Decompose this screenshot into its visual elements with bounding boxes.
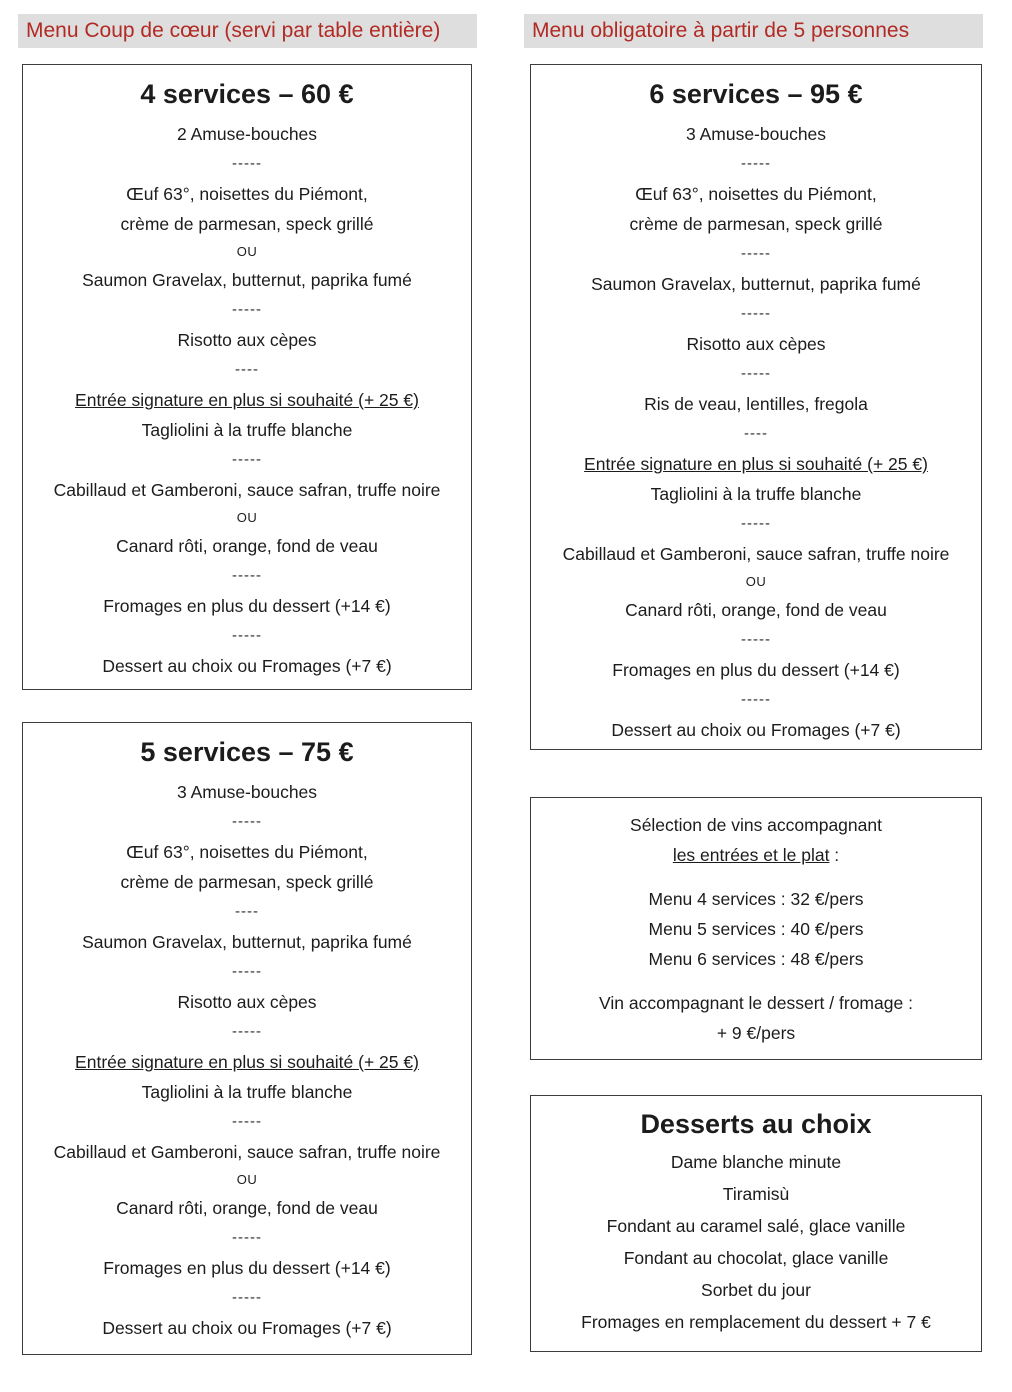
menu-line-item: Cabillaud et Gamberoni, sauce safran, truffe noire [562,544,950,564]
menu-line-dash: ----- [741,631,771,648]
menu-line-item: Fromages en remplacement du dessert + 7 € [581,1312,931,1332]
menu-line-item: Fondant au chocolat, glace vanille [623,1248,889,1268]
menu-line-dash: ----- [232,1229,262,1246]
menu-line-title: 5 services – 75 € [140,737,354,767]
desserts-card [530,1095,982,1352]
menu-line-item: Tagliolini à la truffe blanche [141,1082,353,1102]
menu-line-u: Entrée signature en plus si souhaité (+ 25 €) [75,390,419,410]
menu-line-dash: ---- [744,425,768,442]
menu-line-dash: ---- [235,903,259,920]
menu-line-item: Saumon Gravelax, butternut, paprika fumé [82,932,412,952]
section-header-menu-obligatoire: Menu obligatoire à partir de 5 personnes [524,14,983,48]
menu-line-item: Canard rôti, orange, fond de veau [625,600,887,620]
menu-line-ou: OU [236,244,258,259]
menu-line-u: Entrée signature en plus si souhaité (+ 25 €) [584,454,928,474]
menu-line-title: Desserts au choix [640,1109,872,1139]
menu-line-dash: ----- [741,245,771,262]
menu-line-dash: ----- [232,813,262,830]
menu-line-title: 4 services – 60 € [140,79,354,109]
menu-line-dash: ----- [232,155,262,172]
menu-line-gap [531,870,981,884]
menu-line-dash: ---- [235,361,259,378]
menu-line-dash: ----- [741,515,771,532]
menu-line-item: Dessert au choix ou Fromages (+7 €) [611,720,901,740]
menu-line-item: Tagliolini à la truffe blanche [650,484,862,504]
menu-line-item: crème de parmesan, speck grillé [629,214,883,234]
menu-line-gap [531,974,981,988]
menu-line-item: Menu 6 services : 48 €/pers [648,949,864,969]
menu-line-item: Ris de veau, lentilles, fregola [644,394,868,414]
menu-line-dash: ----- [232,1289,262,1306]
menu-line-item: Œuf 63°, noisettes du Piémont, [635,184,877,204]
menu-line-item: Menu 5 services : 40 €/pers [648,919,864,939]
menu-line-item: 3 Amuse-bouches [176,782,318,802]
menu-line-item: Œuf 63°, noisettes du Piémont, [126,842,368,862]
menu-line-item: Menu 4 services : 32 €/pers [648,889,864,909]
menu-line-item: Fondant au caramel salé, glace vanille [606,1216,906,1236]
menu-line-item: Dessert au choix ou Fromages (+7 €) [102,1318,392,1338]
menu-line-item: Sorbet du jour [701,1280,811,1300]
menu-line-item: Risotto aux cèpes [177,992,317,1012]
menu-line-item: Cabillaud et Gamberoni, sauce safran, truffe noire [53,1142,441,1162]
menu-line-item: Dame blanche minute [670,1152,842,1172]
menu-line-item: Canard rôti, orange, fond de veau [116,1198,378,1218]
menu-line-dash: ----- [232,1113,262,1130]
menu-line-ou: OU [745,574,767,589]
underlined-text: les entrées et le plat [672,845,830,865]
menu-line-item: Dessert au choix ou Fromages (+7 €) [102,656,392,676]
menu-line-item: Vin accompagnant le dessert / fromage : [599,993,913,1013]
menu-line-dash: ----- [232,963,262,980]
section-header-coup-de-coeur: Menu Coup de cœur (servi par table entière) [18,14,477,48]
menu-line-dash: ----- [741,691,771,708]
menu-line-item: crème de parmesan, speck grillé [120,872,374,892]
menu-line-item: + 9 €/pers [716,1023,796,1043]
menu-card-6-services [530,64,982,750]
menu-line-ou: OU [236,1172,258,1187]
menu-line-item: 3 Amuse-bouches [685,124,827,144]
menu-line-item: Risotto aux cèpes [686,334,826,354]
menu-line-item: 2 Amuse-bouches [176,124,318,144]
menu-line-umix: les entrées et le plat : [672,845,840,865]
menu-line-item: Cabillaud et Gamberoni, sauce safran, truffe noire [53,480,441,500]
menu-line-item: Fromages en plus du dessert (+14 €) [612,660,900,680]
menu-line-item: Tiramisù [722,1184,790,1204]
menu-line-item: Saumon Gravelax, butternut, paprika fumé [591,274,921,294]
menu-line-item: Canard rôti, orange, fond de veau [116,536,378,556]
menu-card-4-services [22,64,472,690]
menu-line-dash: ----- [232,451,262,468]
menu-line-dash: ----- [232,567,262,584]
menu-line-item: Fromages en plus du dessert (+14 €) [103,596,391,616]
menu-line-dash: ----- [741,305,771,322]
menu-line-item: Risotto aux cèpes [177,330,317,350]
menu-line-dash: ----- [232,627,262,644]
menu-line-dash: ----- [741,155,771,172]
menu-line-u: Entrée signature en plus si souhaité (+ 25 €) [75,1052,419,1072]
menu-line-dash: ----- [232,1023,262,1040]
menu-line-ou: OU [236,510,258,525]
menu-line-item: Fromages en plus du dessert (+14 €) [103,1258,391,1278]
menu-line-item: Saumon Gravelax, butternut, paprika fumé [82,270,412,290]
wine-pairing-card [530,797,982,1060]
menu-card-5-services [22,722,472,1355]
menu-line-title: 6 services – 95 € [649,79,863,109]
menu-line-item: Œuf 63°, noisettes du Piémont, [126,184,368,204]
menu-line-item: Sélection de vins accompagnant [630,815,882,835]
menu-line-dash: ----- [232,301,262,318]
menu-line-item: Tagliolini à la truffe blanche [141,420,353,440]
menu-line-item: crème de parmesan, speck grillé [120,214,374,234]
menu-line-dash: ----- [741,365,771,382]
